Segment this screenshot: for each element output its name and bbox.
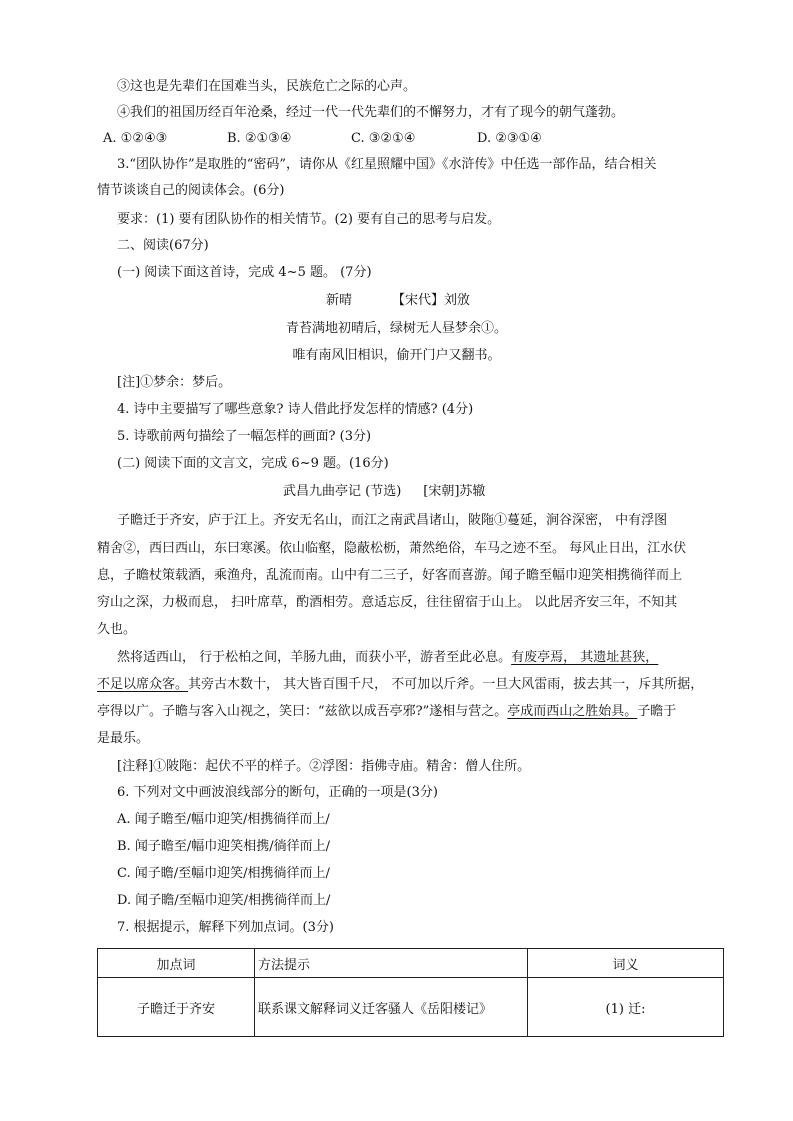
table-header-row — [98, 949, 724, 978]
question-5: 5. 诗歌前两句描绘了一幅怎样的画面? (3分) — [117, 429, 372, 444]
table-header-cell: 词义 — [528, 949, 724, 978]
part-2-heading: (二) 阅读下面的文言文，完成 6~9 题。(16分) — [117, 456, 389, 471]
option-a: A. ①②④③ — [103, 131, 168, 146]
poem-title: 新晴 — [326, 293, 353, 308]
question-6-option-c: C. 闻子瞻/至幅巾迎笑/相携徜徉而上/ — [117, 866, 330, 881]
prose-line-7-underlined: 不足以席众客。 — [97, 677, 189, 692]
prose-line-9: 是最乐。 — [97, 731, 150, 746]
poem-line-1: 青苔满地初晴后，绿树无人昼梦余①。 — [285, 321, 507, 336]
table-cell: 子瞻迁于齐安 — [98, 978, 255, 1037]
prose-line-1: 子瞻迁于齐安，庐于江上。齐安无名山，而江之南武昌诸山，陂陁①蔓延，涧谷深密， 中有浮图 — [117, 513, 668, 528]
question-3-line2: 情节谈谈自己的阅读体会。(6分) — [97, 183, 285, 198]
question-4: 4. 诗中主要描写了哪些意象? 诗人借此抒发怎样的情感? (4分) — [117, 402, 474, 417]
prose-line-8-underlined: 亭成而西山之胜始具。 — [507, 704, 638, 719]
prose-line-8-text: 亭得以广。子瞻与客入山视之，笑曰：“兹欲以成吾亭邪?”遂相与营之。 — [97, 704, 508, 719]
question-6-option-b: B. 闻子瞻至/幅巾迎笑相携/徜徉而上/ — [117, 839, 330, 854]
prose-author: [宋朝]苏辙 — [423, 484, 486, 499]
prose-line-7-text: 其旁古木数十， 其大皆百围千尺， 不可加以斤斧。一旦大风雷雨，拔去其一，斥其所据， — [188, 677, 704, 692]
option-b: B. ②①③④ — [227, 131, 292, 146]
question-7-table — [97, 948, 724, 1037]
prose-line-4: 穷山之深，力极而息， 扫叶席草，酌酒相劳。意适忘反，往往留宿于山上。 以此居齐安三年，不知其 — [97, 595, 678, 610]
prose-line-8 — [97, 702, 676, 722]
prose-line-6-underlined: 有废亭焉， 其遗址甚狭， — [511, 650, 659, 665]
table-header-cell: 加点词 — [98, 949, 255, 978]
sentence-3: ③这也是先辈们在国难当头，民族危亡之际的心声。 — [117, 79, 417, 94]
q2-options — [103, 129, 542, 149]
poem-line-2: 唯有南风旧相识，偷开门户又翻书。 — [292, 348, 501, 363]
prose-title: 武昌九曲亭记 (节选) — [283, 484, 402, 499]
part-1-heading: (一) 阅读下面这首诗，完成 4~5 题。 (7分) — [117, 265, 372, 280]
table-cell: 联系课文解释词义迁客骚人《岳阳楼记》 — [255, 978, 528, 1037]
table-row — [98, 978, 724, 1037]
table-header-cell: 方法提示 — [255, 949, 528, 978]
prose-line-7 — [97, 675, 703, 695]
question-6: 6. 下列对文中画波浪线部分的断句，正确的一项是(3分) — [117, 785, 438, 800]
question-6-option-d: D. 闻子瞻/至幅巾迎笑/相携徜徉而上/ — [117, 893, 331, 908]
question-3-requirement: 要求：(1) 要有团队协作的相关情节。(2) 要有自己的思考与启发。 — [117, 212, 501, 227]
prose-line-5: 久也。 — [97, 622, 137, 637]
question-7: 7. 根据提示，解释下列加点词。(3分) — [117, 920, 334, 935]
prose-line-6 — [117, 648, 658, 668]
poem-author: 【宋代】刘攽 — [392, 293, 471, 308]
question-3-line1: 3.“团队协作”是取胜的“密码”，请你从《红星照耀中国》《水浒传》中任选一部作品，结合相关 — [117, 157, 657, 172]
prose-title-row — [283, 482, 485, 502]
option-c: C. ③②①④ — [351, 131, 416, 146]
prose-line-6-text: 然将适西山， 行于松柏之间，羊肠九曲，而获小平，游者至此必息。 — [117, 650, 512, 665]
table-cell-answer[interactable]: (1) 迁: — [528, 978, 724, 1037]
prose-line-3: 息，子瞻杖策载酒，乘渔舟，乱流而南。山中有二三子，好客而喜游。闻子瞻至幅巾迎笑相携徜徉而上 — [97, 568, 683, 583]
prose-notes: [注释]①陂陁：起伏不平的样子。②浮图：指佛寺庙。精舍：僧人住所。 — [117, 759, 531, 774]
question-6-option-a: A. 闻子瞻至/幅巾迎笑/相携徜徉而上/ — [117, 812, 330, 827]
prose-line-8-tail: 子瞻于 — [637, 704, 677, 719]
section-2-heading: 二、阅读(67分) — [117, 238, 209, 253]
poem-title-row — [326, 291, 470, 311]
sentence-4: ④我们的祖国历经百年沧桑，经过一代一代先辈们的不懈努力，才有了现今的朝气蓬勃。 — [117, 105, 625, 120]
prose-line-2: 精舍②，西曰西山，东曰寒溪。依山临壑，隐蔽松枥，萧然绝俗，车马之迹不至。 每风止日出，江水伏 — [97, 541, 687, 556]
poem-note: [注]①梦余：梦后。 — [117, 375, 232, 390]
option-d: D. ②③①④ — [477, 131, 542, 146]
